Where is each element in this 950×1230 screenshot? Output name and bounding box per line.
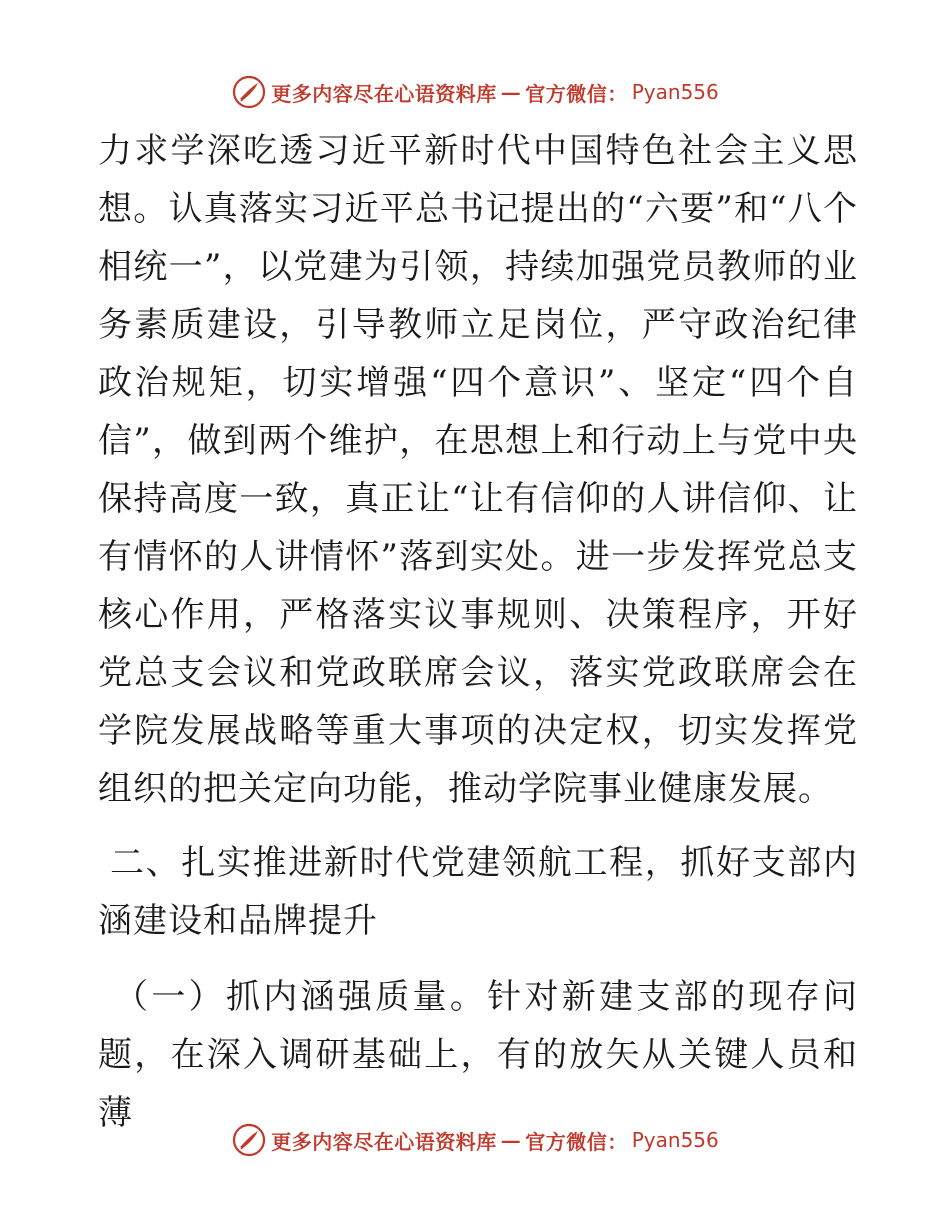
body-paragraph: 力求学深吃透习近平新时代中国特色社会主义思想。认真落实习近平总书记提出的“六要”和“八个相统一”，以党建为引领，持续加强党员教师的业务素质建设，引导教师立足岗位，严守政治纪律政治规矩，切实增强“四个意识”、坚定“四个自信”，做到两个维护，在思想上和行动上与党中央保持高度一致，真正让“让有信仰的人讲信仰、让有情怀的人讲情怀”落到实处。进一步发挥党总支核心作用，严格落实议事规则、决策程序，开好党总支会议和党政联席会议，落实党政联席会在学院发展战略等重大事项的决定权，切实发挥党组织的把关定向功能，推动学院事业健康发展。 [98,131,858,809]
section-heading: 二、扎实推进新时代党建领航工程，抓好支部内涵建设和品牌提升 [98,843,858,941]
watermark-wechat-id: Pyan556 [631,1128,719,1152]
watermark-separator: — [500,1128,522,1152]
watermark-brand-text: 更多内容尽在心语资料库 [271,81,497,106]
quill-seal-icon [231,1122,267,1158]
watermark-footer [0,1120,950,1160]
watermark-brand-text: 更多内容尽在心语资料库 [271,1129,497,1154]
document-body [98,122,858,1142]
watermark-official-label: 官方微信： [525,81,628,106]
watermark-header [0,72,950,112]
watermark-official-label: 官方微信： [525,1129,628,1154]
watermark-wechat-id: Pyan556 [631,80,719,104]
subsection-paragraph: （一）抓内涵强质量。针对新建支部的现存问题，在深入调研基础上，有的放矢从关键人员和薄 [98,977,858,1133]
watermark-separator: — [500,80,522,104]
quill-seal-icon [231,74,267,110]
